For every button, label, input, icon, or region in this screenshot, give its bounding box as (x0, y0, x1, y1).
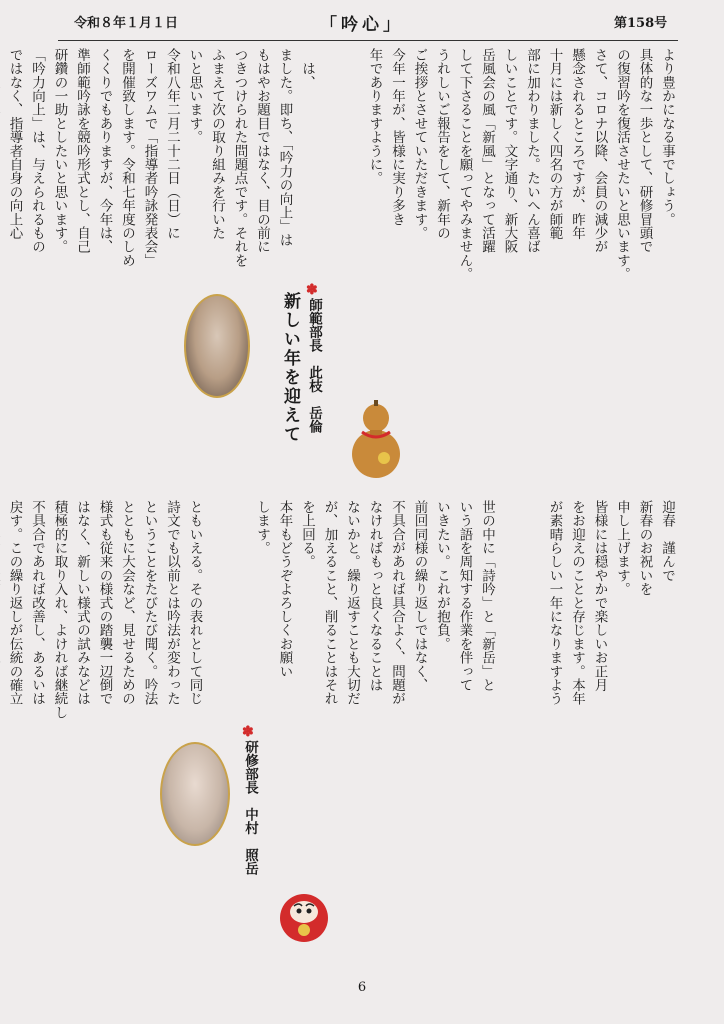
article-text-lower: 迎春 謹んで 新春のお祝いを 申し上げます。 皆様には穏やかで楽しいお正月 をお迎えのことと存じます。本年 が素晴らしい一年になりますよう 世の中に「詩吟」と「新岳」と いう語を周知する作業を伴って いきたい。これが抱負。 前回同様の繰り返しではなく、 不具合があれば具合よく、問題が なければもっと良くなることは ないかと。繰り返すことも大切だ が、加えること、削ることはそれ を上回る。 本年もどうぞよろしくお願い します。 ともいえる。その表れとして同じ 詩文でも以前とは吟法が変わった ということをたびたび聞く。吟法 とともに大会など、見せるための 様式も従来の様式の踏襲一辺倒で はなく、新しい様式の試みなどは 積極的に取り入れ、よければ継続し 不具合であれば改善し、あるいは 戻す。この繰り返しが伝統の確立 (6, 500, 675, 720)
article-text-upper: より豊かになる事でしょう。 具体的な一歩として、研修冒頭で の復習吟を復活させたいと思います。 さて、コロナ以降、会員の減少が 懸念されるところですが、昨年 十月には新しく四名の方が師範 部に加わりました。たいへん喜ば しいことです。文字通り、新大阪 岳風会の風「新風」となって活躍 して下さることを願ってやみません。 うれしいご報告をして、新年の ご挨拶とさせていただきます。 今年一年が、皆様に実り多き 年でありますように。 は、 ました。即ち、「吟力の向上」は もはやお題目ではなく、目の前に つきつけられた問題点です。それを ふまえて次の取り組みを行いた いと思います。 令和八年二月二十二日（日）に ローズワムで「指導者吟詠発表会」 を開催致します。令和七年度のしめ くくりでもありますが、今年は、 準師範吟詠を競吟形式とし、自己 研鑽の一助としたいと思います。 「吟力向上」は、与えられるもの ではなく、指導者自身の向上心 (6, 48, 675, 281)
red-flower-icon: ✽ (306, 282, 318, 298)
issue-number: 第158号 (614, 16, 668, 31)
header-rule (58, 40, 678, 41)
article-heading: 新しい年を迎えて (280, 292, 300, 444)
newsletter-title: 「吟心」 (320, 15, 404, 35)
author-photo-kenshu (160, 742, 230, 846)
author-byline-kenshu: 研修部長 中村 照岳 (242, 740, 258, 875)
daruma-ornament (276, 888, 332, 944)
author-byline-shihan: 師範部長 此枝 岳倫 (306, 298, 322, 433)
gourd-ornament (344, 396, 408, 482)
page-number: 6 (357, 980, 367, 995)
issue-date: 令和８年１月１日 (74, 16, 179, 31)
author-photo-shihan (184, 294, 250, 398)
red-flower-icon: ✽ (242, 724, 254, 740)
